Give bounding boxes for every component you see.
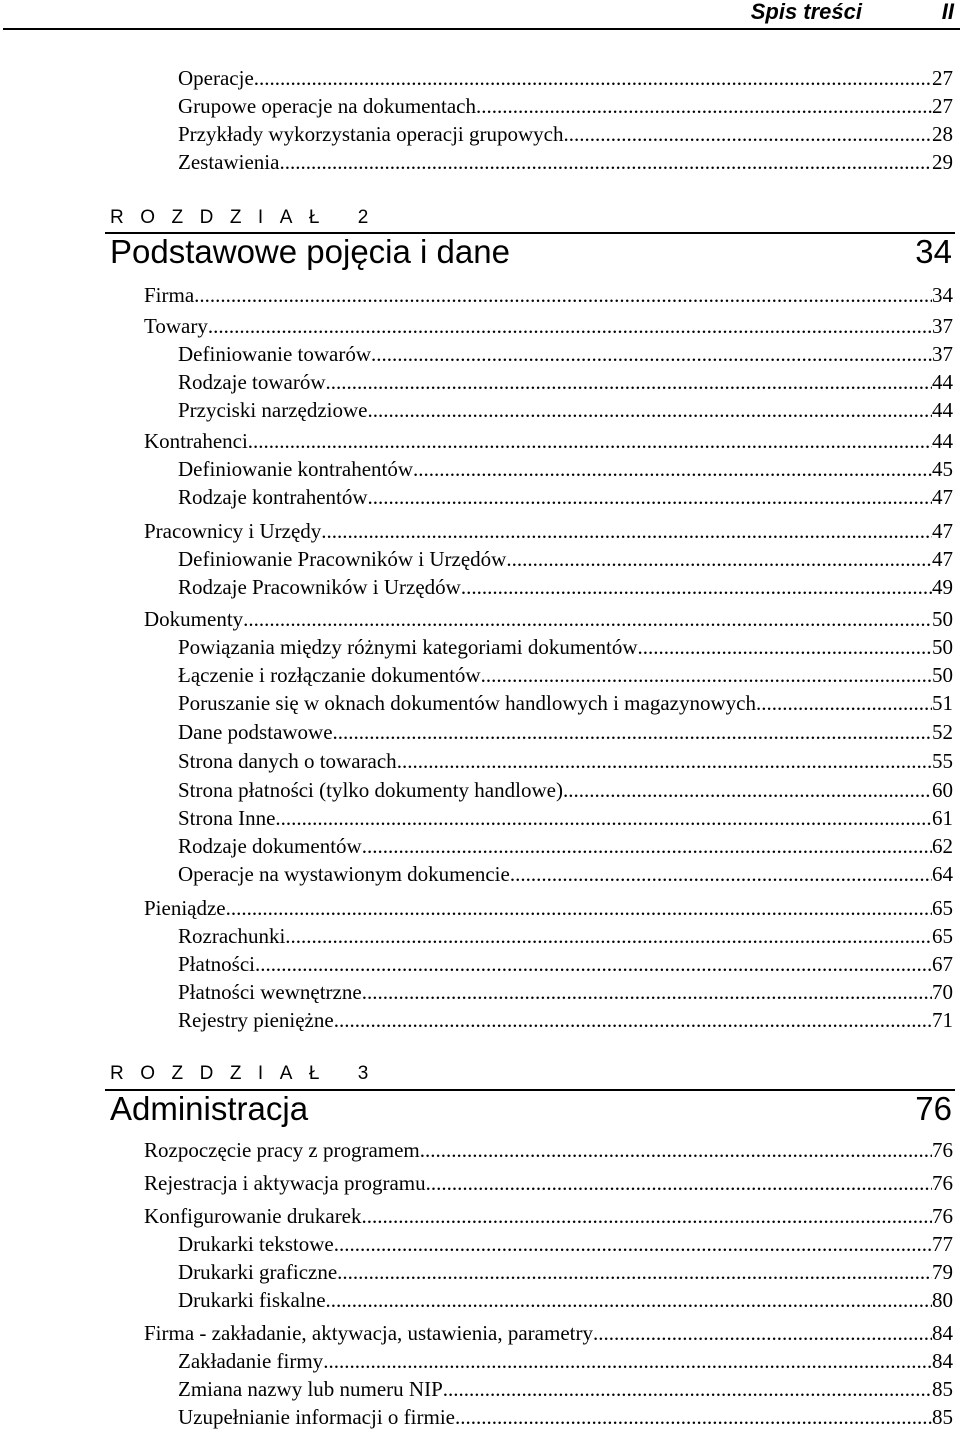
toc-leader <box>208 312 932 340</box>
toc-entry[interactable] <box>144 1319 953 1347</box>
toc-leader <box>285 922 932 950</box>
toc-entry-page: 76 <box>932 1204 953 1228</box>
toc-entry[interactable] <box>178 368 953 396</box>
toc-entry[interactable] <box>144 1202 953 1230</box>
toc-entry-title: Przyciski narzędziowe <box>178 398 368 422</box>
toc-leader <box>333 718 932 746</box>
toc-entry-page: 50 <box>932 663 953 687</box>
toc-leader <box>362 832 932 860</box>
toc-entry-title: Firma - zakładanie, aktywacja, ustawienia, parametry <box>144 1321 593 1345</box>
toc-entry[interactable] <box>144 1169 953 1197</box>
toc-entry[interactable] <box>178 747 953 775</box>
toc-entry-page: 85 <box>932 1405 953 1429</box>
toc-leader <box>254 64 932 92</box>
toc-entry-title: Rodzaje dokumentów <box>178 834 362 858</box>
toc-entry-title: Definiowanie towarów <box>178 342 372 366</box>
toc-entry[interactable] <box>144 312 953 340</box>
header-title: Spis treści <box>750 0 862 24</box>
toc-entry-title: Przykłady wykorzystania operacji grupowych <box>178 122 564 146</box>
toc-entry-title: Płatności <box>178 952 255 976</box>
toc-entry-page: 51 <box>932 691 953 715</box>
toc-entry-page: 49 <box>932 575 953 599</box>
toc-entry-page: 44 <box>932 370 953 394</box>
toc-entry[interactable] <box>178 340 953 368</box>
toc-entry-page: 44 <box>932 398 953 422</box>
toc-entry-page: 65 <box>932 924 953 948</box>
toc-leader <box>563 120 932 148</box>
toc-entry[interactable] <box>178 1286 953 1314</box>
toc-leader <box>255 950 932 978</box>
toc-entry-page: 27 <box>932 94 953 118</box>
chapter-page-number: 76 <box>915 1090 952 1127</box>
toc-entry[interactable] <box>178 1006 953 1034</box>
toc-leader <box>334 1230 932 1258</box>
header-rule <box>3 28 960 30</box>
toc-entry[interactable] <box>178 661 953 689</box>
toc-entry-page: 62 <box>932 834 953 858</box>
toc-leader <box>481 661 932 689</box>
toc-entry-title: Drukarki tekstowe <box>178 1232 334 1256</box>
toc-entry-page: 28 <box>932 122 953 146</box>
toc-entry-page: 76 <box>932 1171 953 1195</box>
toc-entry-title: Rodzaje Pracowników i Urzędów <box>178 575 461 599</box>
toc-entry[interactable] <box>178 978 953 1006</box>
toc-entry-title: Definiowanie kontrahentów <box>178 457 414 481</box>
toc-leader <box>279 148 932 176</box>
toc-entry-title: Kontrahenci <box>144 429 248 453</box>
toc-entry-title: Rodzaje towarów <box>178 370 326 394</box>
toc-entry-title: Operacje na wystawionym dokumencie <box>178 862 510 886</box>
toc-leader <box>368 483 932 511</box>
toc-leader <box>510 860 932 888</box>
toc-leader <box>326 368 932 396</box>
toc-leader <box>756 689 932 717</box>
toc-leader <box>371 340 932 368</box>
chapter-label: ROZDZIAŁ 2 <box>110 207 385 228</box>
toc-leader <box>506 545 932 573</box>
toc-entry[interactable] <box>178 718 953 746</box>
toc-leader <box>368 396 932 424</box>
toc-entry-title: Drukarki fiskalne <box>178 1288 326 1312</box>
toc-entry-title: Rejestry pieniężne <box>178 1008 334 1032</box>
toc-leader <box>443 1375 932 1403</box>
toc-leader <box>334 1006 932 1034</box>
toc-leader <box>248 427 932 455</box>
toc-entry-title: Towary <box>144 314 208 338</box>
toc-leader <box>337 1258 932 1286</box>
toc-entry-title: Dokumenty <box>144 607 244 631</box>
toc-leader <box>194 281 932 309</box>
toc-entry-title: Operacje <box>178 66 254 90</box>
toc-entry-page: 80 <box>932 1288 953 1312</box>
toc-entry-title: Definiowanie Pracowników i Urzędów <box>178 547 507 571</box>
toc-entry[interactable] <box>178 950 953 978</box>
toc-leader <box>275 804 932 832</box>
toc-entry[interactable] <box>144 427 953 455</box>
toc-entry[interactable] <box>178 483 953 511</box>
toc-entry-title: Strona Inne <box>178 806 276 830</box>
toc-leader <box>638 633 932 661</box>
toc-entry-title: Zakładanie firmy <box>178 1349 324 1373</box>
toc-entry-page: 70 <box>932 980 953 1004</box>
toc-entry-title: Uzupełnianie informacji o firmie <box>178 1405 455 1429</box>
toc-entry-title: Strona płatności (tylko dokumenty handlowe) <box>178 778 563 802</box>
toc-entry-page: 71 <box>932 1008 953 1032</box>
toc-entry-page: 37 <box>932 314 953 338</box>
toc-entry-page: 47 <box>932 519 953 543</box>
toc-entry-title: Rejestracja i aktywacja programu <box>144 1171 426 1195</box>
toc-entry-page: 45 <box>932 457 953 481</box>
toc-entry-title: Strona danych o towarach <box>178 749 397 773</box>
toc-entry-title: Grupowe operacje na dokumentach <box>178 94 476 118</box>
toc-leader <box>455 1403 932 1431</box>
toc-entry[interactable] <box>178 860 953 888</box>
toc-entry-page: 27 <box>932 66 953 90</box>
toc-leader <box>461 573 932 601</box>
toc-entry-title: Konfigurowanie drukarek <box>144 1204 362 1228</box>
toc-entry-page: 84 <box>932 1349 953 1373</box>
toc-leader <box>243 605 932 633</box>
toc-entry-page: 52 <box>932 720 953 744</box>
toc-entry-title: Firma <box>144 283 195 307</box>
toc-entry-page: 50 <box>932 607 953 631</box>
toc-leader <box>563 776 932 804</box>
toc-entry[interactable] <box>178 689 953 717</box>
toc-leader <box>476 92 932 120</box>
toc-entry[interactable] <box>178 1258 953 1286</box>
toc-entry-title: Rozpoczęcie pracy z programem <box>144 1138 420 1162</box>
toc-entry-title: Rozrachunki <box>178 924 286 948</box>
toc-entry[interactable] <box>144 517 953 545</box>
toc-leader <box>362 1202 932 1230</box>
toc-leader <box>420 1136 932 1164</box>
toc-leader <box>426 1169 932 1197</box>
toc-entry[interactable] <box>178 922 953 950</box>
toc-entry[interactable] <box>144 605 953 633</box>
toc-entry-page: 64 <box>932 862 953 886</box>
toc-leader <box>226 894 932 922</box>
toc-entry[interactable] <box>178 776 953 804</box>
toc-leader <box>326 1286 932 1314</box>
toc-entry[interactable] <box>178 120 953 148</box>
toc-entry-title: Zmiana nazwy lub numeru NIP <box>178 1377 443 1401</box>
toc-entry-page: 84 <box>932 1321 953 1345</box>
toc-entry-title: Łączenie i rozłączanie dokumentów <box>178 663 481 687</box>
toc-entry[interactable] <box>178 1375 953 1403</box>
toc-entry[interactable] <box>178 804 953 832</box>
toc-entry-page: 76 <box>932 1138 953 1162</box>
toc-entry[interactable] <box>178 1347 953 1375</box>
toc-entry-title: Rodzaje kontrahentów <box>178 485 368 509</box>
toc-entry[interactable] <box>144 281 953 309</box>
chapter-title[interactable]: Podstawowe pojęcia i dane <box>110 233 510 270</box>
toc-entry[interactable] <box>178 573 953 601</box>
toc-entry-page: 79 <box>932 1260 953 1284</box>
toc-leader <box>593 1319 932 1347</box>
toc-leader <box>321 517 932 545</box>
toc-leader <box>362 978 932 1006</box>
toc-entry-page: 85 <box>932 1377 953 1401</box>
toc-leader <box>413 455 932 483</box>
toc-entry-title: Dane podstawowe <box>178 720 333 744</box>
toc-entry[interactable] <box>178 1403 953 1431</box>
chapter-label: ROZDZIAŁ 3 <box>110 1063 385 1084</box>
toc-leader <box>323 1347 932 1375</box>
chapter-title[interactable]: Administracja <box>110 1090 309 1127</box>
toc-entry-page: 47 <box>932 547 953 571</box>
toc-entry-title: Pieniądze <box>144 896 226 920</box>
toc-entry[interactable] <box>144 894 953 922</box>
toc-entry-page: 55 <box>932 749 953 773</box>
toc-entry-page: 34 <box>932 283 953 307</box>
toc-entry[interactable] <box>178 455 953 483</box>
toc-entry[interactable] <box>178 396 953 424</box>
toc-entry-title: Drukarki graficzne <box>178 1260 338 1284</box>
toc-entry-page: 65 <box>932 896 953 920</box>
toc-entry-title: Powiązania między różnymi kategoriami dokumentów <box>178 635 638 659</box>
toc-entry[interactable] <box>178 64 953 92</box>
toc-entry-page: 60 <box>932 778 953 802</box>
toc-entry-page: 44 <box>932 429 953 453</box>
toc-entry-page: 77 <box>932 1232 953 1256</box>
toc-leader <box>397 747 932 775</box>
toc-entry[interactable] <box>144 1136 953 1164</box>
toc-entry-title: Poruszanie się w oknach dokumentów handlowych i magazynowych <box>178 691 756 715</box>
chapter-page-number: 34 <box>915 233 952 270</box>
toc-entry[interactable] <box>178 832 953 860</box>
toc-entry-page: 47 <box>932 485 953 509</box>
toc-entry-title: Płatności wewnętrzne <box>178 980 362 1004</box>
toc-entry[interactable] <box>178 1230 953 1258</box>
toc-entry[interactable] <box>178 633 953 661</box>
toc-entry-page: 50 <box>932 635 953 659</box>
toc-entry-page: 67 <box>932 952 953 976</box>
toc-entry[interactable] <box>178 545 953 573</box>
toc-entry-title: Zestawienia <box>178 150 280 174</box>
toc-entry[interactable] <box>178 92 953 120</box>
header-page-number: II <box>941 0 954 24</box>
toc-entry-page: 37 <box>932 342 953 366</box>
toc-entry-page: 61 <box>932 806 953 830</box>
toc-entry-title: Pracownicy i Urzędy <box>144 519 322 543</box>
page-header <box>0 0 960 30</box>
toc-entry[interactable] <box>178 148 953 176</box>
toc-entry-page: 29 <box>932 150 953 174</box>
